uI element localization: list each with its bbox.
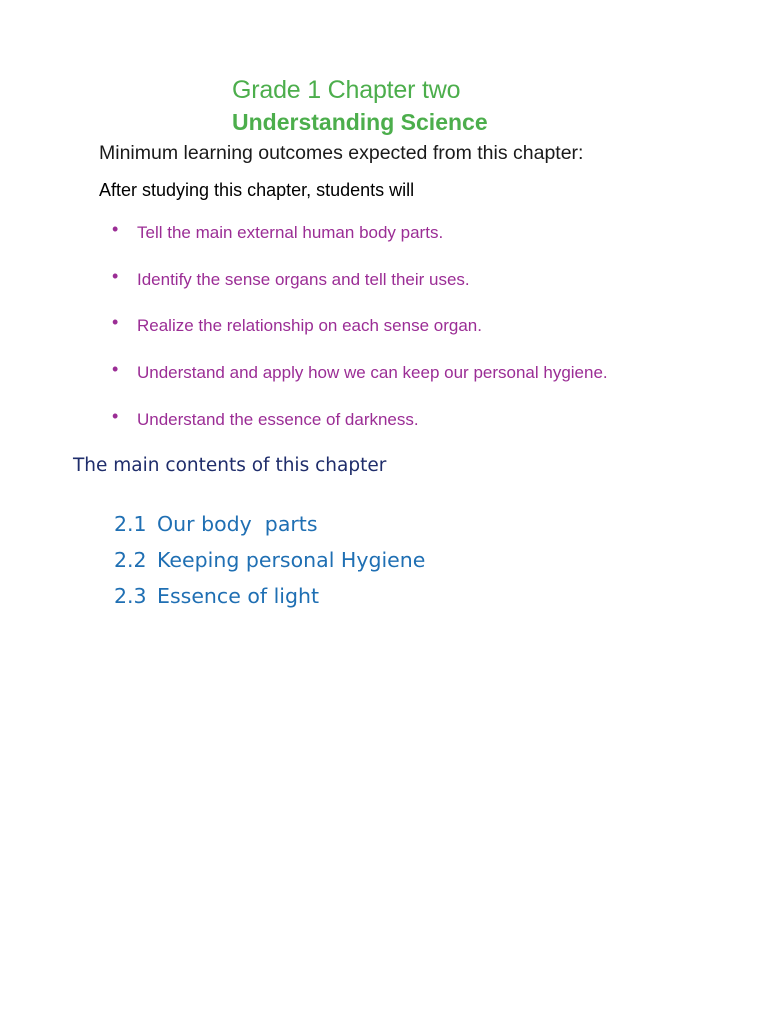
contents-heading: The main contents of this chapter [73, 455, 387, 476]
bullet-icon: • [112, 312, 119, 333]
toc-item [114, 548, 425, 584]
outcome-text: Identify the sense organs and tell their uses. [137, 269, 470, 289]
toc-label: Essence of light [157, 584, 320, 608]
toc-number: 2.1 [114, 512, 147, 536]
table-of-contents [114, 512, 425, 620]
toc-item [114, 584, 425, 620]
bullet-icon: • [112, 405, 119, 426]
outcome-text: Realize the relationship on each sense organ. [137, 316, 482, 336]
outcome-text: Tell the main external human body parts. [137, 223, 444, 242]
outcome-text: Understand the essence of darkness. [137, 409, 419, 429]
outcomes-subheading: Minimum learning outcomes expected from this chapter: [99, 142, 584, 164]
toc-label: Keeping personal Hygiene [157, 548, 426, 572]
chapter-title: Grade 1 Chapter two [232, 76, 461, 104]
bullet-icon: • [112, 359, 119, 380]
bullet-icon: • [112, 265, 119, 286]
bullet-icon: • [112, 219, 119, 239]
toc-number: 2.2 [114, 548, 147, 572]
outcome-text: Understand and apply how we can keep our personal hygiene. [137, 363, 608, 383]
toc-label: Our body parts [157, 512, 318, 536]
toc-number: 2.3 [114, 584, 147, 608]
toc-item [114, 512, 425, 548]
outcomes-intro: After studying this chapter, students will [99, 180, 415, 200]
chapter-subtitle: Understanding Science [232, 109, 488, 135]
